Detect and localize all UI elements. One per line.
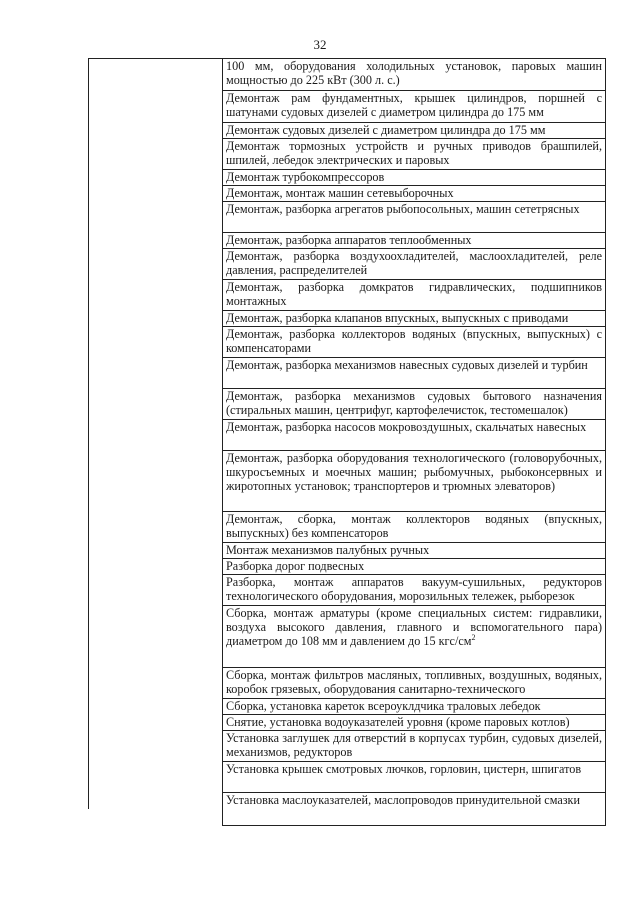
table-row <box>223 233 605 249</box>
table-row <box>223 762 605 793</box>
table-row <box>223 731 605 762</box>
row-text: Демонтаж, разборка клапанов впускных, выпускных с приводами <box>226 311 569 325</box>
row-text: Демонтаж рам фундаментных, крышек цилиндров, поршней с шатунами судовых дизелей с диаметром цилиндра до 175 мм <box>226 91 602 120</box>
row-text: Сборка, установка кареток всероуклдчика траловых лебедок <box>226 699 541 713</box>
page-number: 32 <box>313 37 327 52</box>
row-text: Демонтаж, разборка механизмов судовых бытового назначения (стиральных машин, центрифуг, картофелечисток, тестомешалок) <box>226 389 602 418</box>
row-text: Демонтаж, сборка, монтаж коллекторов водяных (впускных, выпускных) без компенсаторов <box>226 512 602 541</box>
row-text: Разборка дорог подвесных <box>226 559 365 573</box>
table-row <box>223 606 605 668</box>
table-row <box>223 123 605 139</box>
table-row <box>223 311 605 327</box>
table-row <box>223 575 605 606</box>
table-row <box>223 389 605 420</box>
row-text: Демонтаж, разборка коллекторов водяных (впускных, выпускных) с компенсаторами <box>226 327 602 356</box>
row-text: 100 мм, оборудования холодильных установок, паровых машин мощностью до 225 кВт (300 л. с.) <box>226 59 602 88</box>
row-text: Демонтаж турбокомпрессоров <box>226 170 385 184</box>
table-left-column <box>88 58 223 809</box>
row-text: Демонтаж, монтаж машин сетевыборочных <box>226 186 454 200</box>
table-row <box>223 420 605 451</box>
table-row <box>223 280 605 311</box>
row-text: Установка заглушек для отверстий в корпусах турбин, судовых дизелей, механизмов, редукторов <box>226 731 602 760</box>
row-text: Разборка, монтаж аппаратов вакуум-сушильных, редукторов технологического оборудования, морозильных тележек, рыборезок <box>226 575 602 604</box>
table-row <box>223 451 605 512</box>
table-row <box>223 793 605 826</box>
row-text: Демонтаж, разборка механизмов навесных судовых дизелей и турбин <box>226 358 588 372</box>
table-row <box>223 139 605 170</box>
row-text: Демонтаж, разборка агрегатов рыбопосольных, машин сететрясных <box>226 202 580 216</box>
row-text: Установка маслоуказателей, маслопроводов принудительной смазки <box>226 793 580 807</box>
row-text: Демонтаж, разборка насосов мокровоздушных, скальчатых навесных <box>226 420 587 434</box>
row-text: Демонтаж, разборка аппаратов теплообменных <box>226 233 472 247</box>
table-row <box>223 170 605 186</box>
table-right-column <box>222 58 606 826</box>
row-text: Сборка, монтаж арматуры (кроме специальных систем: гидравлики, воздуха высокого давления, главного и вспомогательного пара) диаметром до 108 мм и давлением до 15 кгс/см <box>226 606 602 649</box>
table-row <box>223 699 605 715</box>
table-row <box>223 327 605 358</box>
table-row <box>223 91 605 123</box>
table-row <box>223 186 605 202</box>
table-row <box>223 715 605 731</box>
row-text: Демонтаж, разборка оборудования технологического (головорубочных, шкуросъемных и моечных машин; рыбомучных, рыбоконсервных и жиротопных установок; транспортеров и трюмных элеваторов) <box>226 451 602 494</box>
row-text: Демонтаж судовых дизелей с диаметром цилиндра до 175 мм <box>226 123 546 137</box>
row-text: Демонтаж тормозных устройств и ручных приводов брашпилей, шпилей, лебедок электрических и паровых <box>226 139 602 168</box>
table-row <box>223 559 605 575</box>
row-text: Демонтаж, разборка воздухоохладителей, маслоохладителей, реле давления, распределителей <box>226 249 602 278</box>
table-row <box>223 202 605 233</box>
table-row <box>223 358 605 389</box>
superscript: 2 <box>471 633 476 643</box>
table-row <box>223 249 605 280</box>
work-list-table <box>88 58 604 808</box>
row-text: Демонтаж, разборка домкратов гидравлических, подшипников монтажных <box>226 280 602 309</box>
table-row <box>223 668 605 699</box>
row-text: Установка крышек смотровых лючков, горловин, цистерн, шпигатов <box>226 762 582 776</box>
table-row <box>223 59 605 91</box>
table-row <box>223 543 605 559</box>
row-text: Монтаж механизмов палубных ручных <box>226 543 430 557</box>
row-text: Снятие, установка водоуказателей уровня (кроме паровых котлов) <box>226 715 570 729</box>
row-text: Сборка, монтаж фильтров масляных, топливных, воздушных, водяных, коробок грязевых, оборудования санитарно-технического <box>226 668 602 697</box>
table-row <box>223 512 605 543</box>
